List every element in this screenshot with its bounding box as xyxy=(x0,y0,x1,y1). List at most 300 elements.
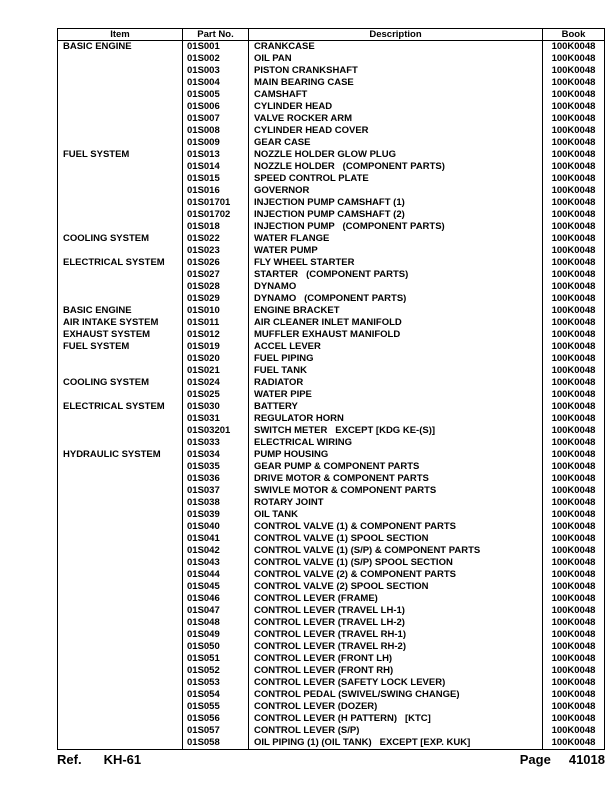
description-cell: DYNAMO xyxy=(249,281,543,293)
book-cell: 100K0048 xyxy=(551,437,596,448)
table-row xyxy=(58,653,604,665)
item-cell xyxy=(58,629,183,641)
table-row xyxy=(58,209,604,221)
book-cell: 100K0048 xyxy=(551,89,596,100)
table-row xyxy=(58,101,604,113)
item-cell: FUEL SYSTEM xyxy=(58,149,183,161)
table-row xyxy=(58,185,604,197)
table-row xyxy=(58,689,604,701)
item-cell xyxy=(58,245,183,257)
book-cell: 100K0048 xyxy=(551,497,596,508)
table-row xyxy=(58,197,604,209)
description-cell: CONTROL LEVER (TRAVEL RH-2) xyxy=(249,641,543,653)
table-row xyxy=(58,581,604,593)
book-cell: 100K0048 xyxy=(551,209,596,220)
item-cell: EXHAUST SYSTEM xyxy=(58,329,183,341)
part-no-cell: 01S034 xyxy=(183,449,249,461)
description-cell: CONTROL LEVER (DOZER) xyxy=(249,701,543,713)
table-row xyxy=(58,317,604,329)
item-cell xyxy=(58,209,183,221)
book-cell: 100K0048 xyxy=(551,557,596,568)
book-cell: 100K0048 xyxy=(551,353,596,364)
table-body xyxy=(58,41,604,749)
description-cell: CYLINDER HEAD COVER xyxy=(249,125,543,137)
item-cell xyxy=(58,473,183,485)
description-cell: GEAR PUMP & COMPONENT PARTS xyxy=(249,461,543,473)
item-cell: FUEL SYSTEM xyxy=(58,341,183,353)
book-cell: 100K0048 xyxy=(551,137,596,148)
description-cell: BATTERY xyxy=(249,401,543,413)
table-row xyxy=(58,497,604,509)
part-no-cell: 01S019 xyxy=(183,341,249,353)
item-cell: BASIC ENGINE xyxy=(58,305,183,317)
part-no-cell: 01S056 xyxy=(183,713,249,725)
part-no-cell: 01S058 xyxy=(183,737,249,749)
part-no-cell: 01S018 xyxy=(183,221,249,233)
item-cell xyxy=(58,161,183,173)
description-cell: INJECTION PUMP CAMSHAFT (1) xyxy=(249,197,543,209)
book-cell: 100K0048 xyxy=(551,65,596,76)
table-row xyxy=(58,401,604,413)
item-cell xyxy=(58,197,183,209)
table-row xyxy=(58,605,604,617)
description-cell: FLY WHEEL STARTER xyxy=(249,257,543,269)
part-no-cell: 01S038 xyxy=(183,497,249,509)
part-no-cell: 01S029 xyxy=(183,293,249,305)
book-cell: 100K0048 xyxy=(551,365,596,376)
item-cell: BASIC ENGINE xyxy=(58,41,183,53)
description-cell: OIL TANK xyxy=(249,509,543,521)
item-cell xyxy=(58,677,183,689)
part-no-cell: 01S049 xyxy=(183,629,249,641)
book-cell: 100K0048 xyxy=(551,293,596,304)
book-cell: 100K0048 xyxy=(551,677,596,688)
part-no-cell: 01S045 xyxy=(183,581,249,593)
part-no-cell: 01S002 xyxy=(183,53,249,65)
book-cell: 100K0048 xyxy=(551,161,596,172)
description-cell: ROTARY JOINT xyxy=(249,497,543,509)
part-no-cell: 01S037 xyxy=(183,485,249,497)
table-row xyxy=(58,629,604,641)
part-no-cell: 01S042 xyxy=(183,545,249,557)
book-cell: 100K0048 xyxy=(551,329,596,340)
table-row xyxy=(58,341,604,353)
part-no-cell: 01S001 xyxy=(183,41,249,53)
description-cell: VALVE ROCKER ARM xyxy=(249,113,543,125)
table-row xyxy=(58,329,604,341)
book-cell: 100K0048 xyxy=(551,413,596,424)
table-header-row xyxy=(58,29,604,41)
item-cell: COOLING SYSTEM xyxy=(58,233,183,245)
part-no-column-header: Part No. xyxy=(183,29,249,40)
book-cell: 100K0048 xyxy=(551,173,596,184)
page-label: Page xyxy=(519,752,551,767)
table-row xyxy=(58,125,604,137)
ref-value: KH-61 xyxy=(103,752,142,767)
table-row xyxy=(58,521,604,533)
part-no-cell: 01S041 xyxy=(183,533,249,545)
item-cell xyxy=(58,461,183,473)
table-row xyxy=(58,617,604,629)
part-no-cell: 01S003 xyxy=(183,65,249,77)
table-row xyxy=(58,53,604,65)
description-cell: CONTROL VALVE (1) & COMPONENT PARTS xyxy=(249,521,543,533)
part-no-cell: 01S015 xyxy=(183,173,249,185)
item-cell xyxy=(58,413,183,425)
part-no-cell: 01S048 xyxy=(183,617,249,629)
description-cell: WATER FLANGE xyxy=(249,233,543,245)
part-no-cell: 01S022 xyxy=(183,233,249,245)
part-no-cell: 01S025 xyxy=(183,389,249,401)
item-cell xyxy=(58,521,183,533)
book-cell: 100K0048 xyxy=(551,425,596,436)
parts-table xyxy=(57,28,605,750)
item-cell xyxy=(58,569,183,581)
book-cell: 100K0048 xyxy=(551,281,596,292)
book-cell: 100K0048 xyxy=(551,509,596,520)
table-row xyxy=(58,269,604,281)
table-row xyxy=(58,305,604,317)
table-row xyxy=(58,461,604,473)
description-cell: CONTROL VALVE (2) SPOOL SECTION xyxy=(249,581,543,593)
part-no-cell: 01S021 xyxy=(183,365,249,377)
page-value: 41018 xyxy=(568,752,605,767)
description-cell: CONTROL PEDAL (SWIVEL/SWING CHANGE) xyxy=(249,689,543,701)
item-cell: COOLING SYSTEM xyxy=(58,377,183,389)
book-cell: 100K0048 xyxy=(551,197,596,208)
table-row xyxy=(58,257,604,269)
item-cell: AIR INTAKE SYSTEM xyxy=(58,317,183,329)
item-cell xyxy=(58,53,183,65)
item-cell xyxy=(58,137,183,149)
item-cell xyxy=(58,701,183,713)
part-no-cell: 01S031 xyxy=(183,413,249,425)
description-cell: CRANKCASE xyxy=(249,41,543,53)
book-cell: 100K0048 xyxy=(551,521,596,532)
book-cell: 100K0048 xyxy=(551,617,596,628)
part-no-cell: 01S014 xyxy=(183,161,249,173)
description-cell: CONTROL VALVE (1) (S/P) SPOOL SECTION xyxy=(249,557,543,569)
item-cell: ELECTRICAL SYSTEM xyxy=(58,257,183,269)
description-cell: CONTROL LEVER (FRONT RH) xyxy=(249,665,543,677)
table-row xyxy=(58,545,604,557)
part-no-cell: 01S035 xyxy=(183,461,249,473)
book-cell: 100K0048 xyxy=(551,593,596,604)
description-cell: CONTROL LEVER (FRONT LH) xyxy=(249,653,543,665)
description-cell: WATER PUMP xyxy=(249,245,543,257)
description-cell: CONTROL LEVER (S/P) xyxy=(249,725,543,737)
item-cell xyxy=(58,737,183,749)
table-row xyxy=(58,293,604,305)
item-cell xyxy=(58,125,183,137)
book-cell: 100K0048 xyxy=(551,125,596,136)
description-cell: CONTROL LEVER (SAFETY LOCK LEVER) xyxy=(249,677,543,689)
book-cell: 100K0048 xyxy=(551,545,596,556)
part-no-cell: 01S011 xyxy=(183,317,249,329)
description-cell: GOVERNOR xyxy=(249,185,543,197)
book-cell: 100K0048 xyxy=(551,629,596,640)
item-cell xyxy=(58,65,183,77)
item-cell xyxy=(58,293,183,305)
book-cell: 100K0048 xyxy=(551,701,596,712)
description-cell: INJECTION PUMP (COMPONENT PARTS) xyxy=(249,221,543,233)
table-row xyxy=(58,245,604,257)
item-cell xyxy=(58,437,183,449)
item-cell xyxy=(58,497,183,509)
part-no-cell: 01S044 xyxy=(183,569,249,581)
description-cell: MUFFLER EXHAUST MANIFOLD xyxy=(249,329,543,341)
description-cell: CONTROL LEVER (H PATTERN) [KTC] xyxy=(249,713,543,725)
table-row xyxy=(58,41,604,53)
table-row xyxy=(58,89,604,101)
book-cell: 100K0048 xyxy=(551,401,596,412)
description-cell: SWIVLE MOTOR & COMPONENT PARTS xyxy=(249,485,543,497)
book-cell: 100K0048 xyxy=(551,725,596,736)
item-cell xyxy=(58,365,183,377)
part-no-cell: 01S023 xyxy=(183,245,249,257)
part-no-cell: 01S036 xyxy=(183,473,249,485)
table-row xyxy=(58,377,604,389)
item-cell xyxy=(58,713,183,725)
table-row xyxy=(58,425,604,437)
book-cell: 100K0048 xyxy=(551,689,596,700)
book-cell: 100K0048 xyxy=(551,41,596,52)
description-cell: OIL PIPING (1) (OIL TANK) EXCEPT [EXP. KUK] xyxy=(249,737,543,749)
item-cell xyxy=(58,593,183,605)
description-cell: STARTER (COMPONENT PARTS) xyxy=(249,269,543,281)
description-cell: DYNAMO (COMPONENT PARTS) xyxy=(249,293,543,305)
description-cell: REGULATOR HORN xyxy=(249,413,543,425)
part-no-cell: 01S010 xyxy=(183,305,249,317)
part-no-cell: 01S024 xyxy=(183,377,249,389)
part-no-cell: 01S027 xyxy=(183,269,249,281)
part-no-cell: 01S052 xyxy=(183,665,249,677)
part-no-cell: 01S047 xyxy=(183,605,249,617)
description-cell: ACCEL LEVER xyxy=(249,341,543,353)
item-cell xyxy=(58,89,183,101)
item-cell xyxy=(58,281,183,293)
book-cell: 100K0048 xyxy=(551,113,596,124)
item-cell xyxy=(58,545,183,557)
part-no-cell: 01S012 xyxy=(183,329,249,341)
table-row xyxy=(58,509,604,521)
description-cell: NOZZLE HOLDER GLOW PLUG xyxy=(249,149,543,161)
item-cell xyxy=(58,425,183,437)
table-row xyxy=(58,281,604,293)
book-cell: 100K0048 xyxy=(551,233,596,244)
description-cell: ENGINE BRACKET xyxy=(249,305,543,317)
book-cell: 100K0048 xyxy=(551,257,596,268)
book-cell: 100K0048 xyxy=(551,149,596,160)
book-cell: 100K0048 xyxy=(551,341,596,352)
book-cell: 100K0048 xyxy=(551,221,596,232)
description-cell: DRIVE MOTOR & COMPONENT PARTS xyxy=(249,473,543,485)
description-cell: CONTROL LEVER (TRAVEL LH-2) xyxy=(249,617,543,629)
book-cell: 100K0048 xyxy=(551,533,596,544)
book-cell: 100K0048 xyxy=(551,269,596,280)
table-row xyxy=(58,557,604,569)
item-cell xyxy=(58,101,183,113)
table-row xyxy=(58,161,604,173)
item-cell xyxy=(58,653,183,665)
item-cell xyxy=(58,485,183,497)
table-row xyxy=(58,365,604,377)
table-row xyxy=(58,677,604,689)
part-no-cell: 01S028 xyxy=(183,281,249,293)
book-cell: 100K0048 xyxy=(551,653,596,664)
table-row xyxy=(58,593,604,605)
part-no-cell: 01S055 xyxy=(183,701,249,713)
part-no-cell: 01S050 xyxy=(183,641,249,653)
footer xyxy=(57,752,605,767)
book-cell: 100K0048 xyxy=(551,641,596,652)
item-cell xyxy=(58,617,183,629)
description-cell: WATER PIPE xyxy=(249,389,543,401)
item-cell xyxy=(58,173,183,185)
book-cell: 100K0048 xyxy=(551,377,596,388)
item-cell xyxy=(58,725,183,737)
table-row xyxy=(58,173,604,185)
description-cell: FUEL PIPING xyxy=(249,353,543,365)
part-no-cell: 01S051 xyxy=(183,653,249,665)
description-column-header: Description xyxy=(249,29,543,40)
book-cell: 100K0048 xyxy=(551,185,596,196)
book-column-header: Book xyxy=(561,29,586,40)
table-row xyxy=(58,77,604,89)
description-cell: ELECTRICAL WIRING xyxy=(249,437,543,449)
part-no-cell: 01S057 xyxy=(183,725,249,737)
description-cell: NOZZLE HOLDER (COMPONENT PARTS) xyxy=(249,161,543,173)
book-cell: 100K0048 xyxy=(551,569,596,580)
table-row xyxy=(58,353,604,365)
part-no-cell: 01S006 xyxy=(183,101,249,113)
description-cell: CAMSHAFT xyxy=(249,89,543,101)
item-cell xyxy=(58,77,183,89)
item-cell xyxy=(58,581,183,593)
book-cell: 100K0048 xyxy=(551,317,596,328)
description-cell: INJECTION PUMP CAMSHAFT (2) xyxy=(249,209,543,221)
description-cell: CONTROL VALVE (2) & COMPONENT PARTS xyxy=(249,569,543,581)
part-no-cell: 01S030 xyxy=(183,401,249,413)
item-cell xyxy=(58,665,183,677)
table-row xyxy=(58,665,604,677)
part-no-cell: 01S016 xyxy=(183,185,249,197)
table-row xyxy=(58,473,604,485)
book-cell: 100K0048 xyxy=(551,449,596,460)
part-no-cell: 01S005 xyxy=(183,89,249,101)
item-cell xyxy=(58,641,183,653)
description-cell: RADIATOR xyxy=(249,377,543,389)
table-row xyxy=(58,437,604,449)
part-no-cell: 01S046 xyxy=(183,593,249,605)
description-cell: CONTROL LEVER (FRAME) xyxy=(249,593,543,605)
description-cell: FUEL TANK xyxy=(249,365,543,377)
book-cell: 100K0048 xyxy=(551,389,596,400)
description-cell: CONTROL LEVER (TRAVEL RH-1) xyxy=(249,629,543,641)
ref-gap xyxy=(82,752,104,767)
footer-ref-group xyxy=(57,752,141,767)
table-row xyxy=(58,113,604,125)
table-row xyxy=(58,569,604,581)
ref-label: Ref. xyxy=(57,752,82,767)
description-cell: AIR CLEANER INLET MANIFOLD xyxy=(249,317,543,329)
description-cell: SWITCH METER EXCEPT [KDG KE-(S)] xyxy=(249,425,543,437)
item-cell xyxy=(58,557,183,569)
book-cell: 100K0048 xyxy=(551,305,596,316)
table-row xyxy=(58,713,604,725)
book-cell: 100K0048 xyxy=(551,461,596,472)
description-cell: CYLINDER HEAD xyxy=(249,101,543,113)
book-cell: 100K0048 xyxy=(551,473,596,484)
table-row xyxy=(58,413,604,425)
book-cell: 100K0048 xyxy=(551,245,596,256)
table-row xyxy=(58,221,604,233)
table-row xyxy=(58,737,604,749)
item-column-header: Item xyxy=(58,29,183,40)
table-row xyxy=(58,485,604,497)
item-cell xyxy=(58,389,183,401)
item-cell xyxy=(58,269,183,281)
item-cell: HYDRAULIC SYSTEM xyxy=(58,449,183,461)
book-cell: 100K0048 xyxy=(551,665,596,676)
table-row xyxy=(58,725,604,737)
book-cell: 100K0048 xyxy=(551,713,596,724)
footer-page-group xyxy=(520,752,605,767)
part-no-cell: 01S03201 xyxy=(183,425,249,437)
table-row xyxy=(58,389,604,401)
table-row xyxy=(58,149,604,161)
book-cell: 100K0048 xyxy=(551,737,596,748)
description-cell: SPEED CONTROL PLATE xyxy=(249,173,543,185)
table-row xyxy=(58,449,604,461)
book-cell: 100K0048 xyxy=(551,485,596,496)
description-cell: CONTROL VALVE (1) (S/P) & COMPONENT PARTS xyxy=(249,545,543,557)
description-cell: PUMP HOUSING xyxy=(249,449,543,461)
part-no-cell: 01S01701 xyxy=(183,197,249,209)
item-cell: ELECTRICAL SYSTEM xyxy=(58,401,183,413)
part-no-cell: 01S054 xyxy=(183,689,249,701)
table-row xyxy=(58,233,604,245)
part-no-cell: 01S01702 xyxy=(183,209,249,221)
item-cell xyxy=(58,185,183,197)
description-cell: CONTROL VALVE (1) SPOOL SECTION xyxy=(249,533,543,545)
item-cell xyxy=(58,221,183,233)
description-cell: MAIN BEARING CASE xyxy=(249,77,543,89)
part-no-cell: 01S007 xyxy=(183,113,249,125)
part-no-cell: 01S043 xyxy=(183,557,249,569)
table-row xyxy=(58,641,604,653)
part-no-cell: 01S008 xyxy=(183,125,249,137)
table-row xyxy=(58,701,604,713)
part-no-cell: 01S053 xyxy=(183,677,249,689)
book-cell: 100K0048 xyxy=(551,605,596,616)
table-row xyxy=(58,137,604,149)
part-no-cell: 01S026 xyxy=(183,257,249,269)
item-cell xyxy=(58,605,183,617)
table-row xyxy=(58,65,604,77)
item-cell xyxy=(58,689,183,701)
book-cell: 100K0048 xyxy=(551,77,596,88)
part-no-cell: 01S013 xyxy=(183,149,249,161)
page-gap xyxy=(551,752,569,767)
description-cell: PISTON CRANKSHAFT xyxy=(249,65,543,77)
book-cell: 100K0048 xyxy=(551,581,596,592)
part-no-cell: 01S020 xyxy=(183,353,249,365)
item-cell xyxy=(58,533,183,545)
table-row xyxy=(58,533,604,545)
item-cell xyxy=(58,353,183,365)
item-cell xyxy=(58,113,183,125)
